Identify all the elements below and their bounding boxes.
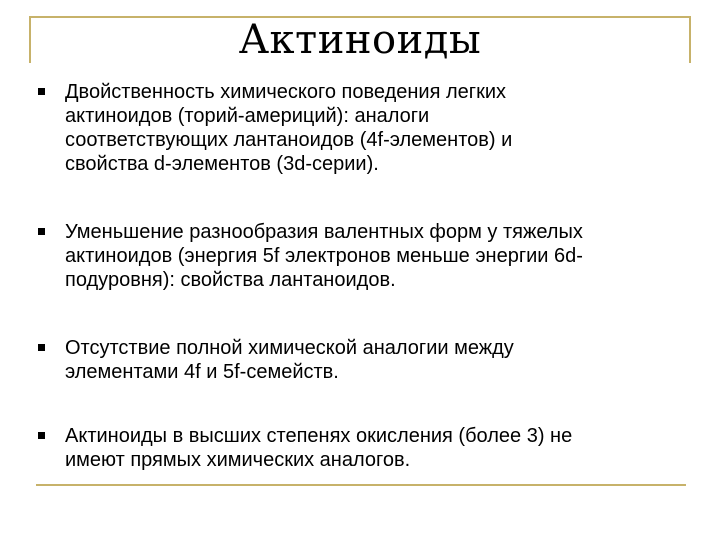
bullet-text: Двойственность химического поведения легких актиноидов (торий-америций): аналоги соответствующих лантаноидов (4f-элементов) и свойства d-элементов (3d-серии). <box>65 81 513 175</box>
square-bullet-icon <box>38 228 45 235</box>
square-bullet-icon <box>38 344 45 351</box>
slide-title: Актиноиды <box>238 17 482 63</box>
bullet-text: Уменьшение разнообразия валентных форм у тяжелых актиноидов (энергия 5f электронов меньше энергии 6d- подуровня): свойства лантаноидов. <box>65 221 583 291</box>
frame-bottom-line <box>36 484 686 486</box>
square-bullet-icon <box>38 88 45 95</box>
bullet-text: Актиноиды в высших степенях окисления (более 3) не имеют прямых химических аналогов. <box>65 425 573 471</box>
square-bullet-icon <box>38 432 45 439</box>
bullet-text: Отсутствие полной химической аналогии между элементами 4f и 5f-семейств. <box>65 337 514 383</box>
